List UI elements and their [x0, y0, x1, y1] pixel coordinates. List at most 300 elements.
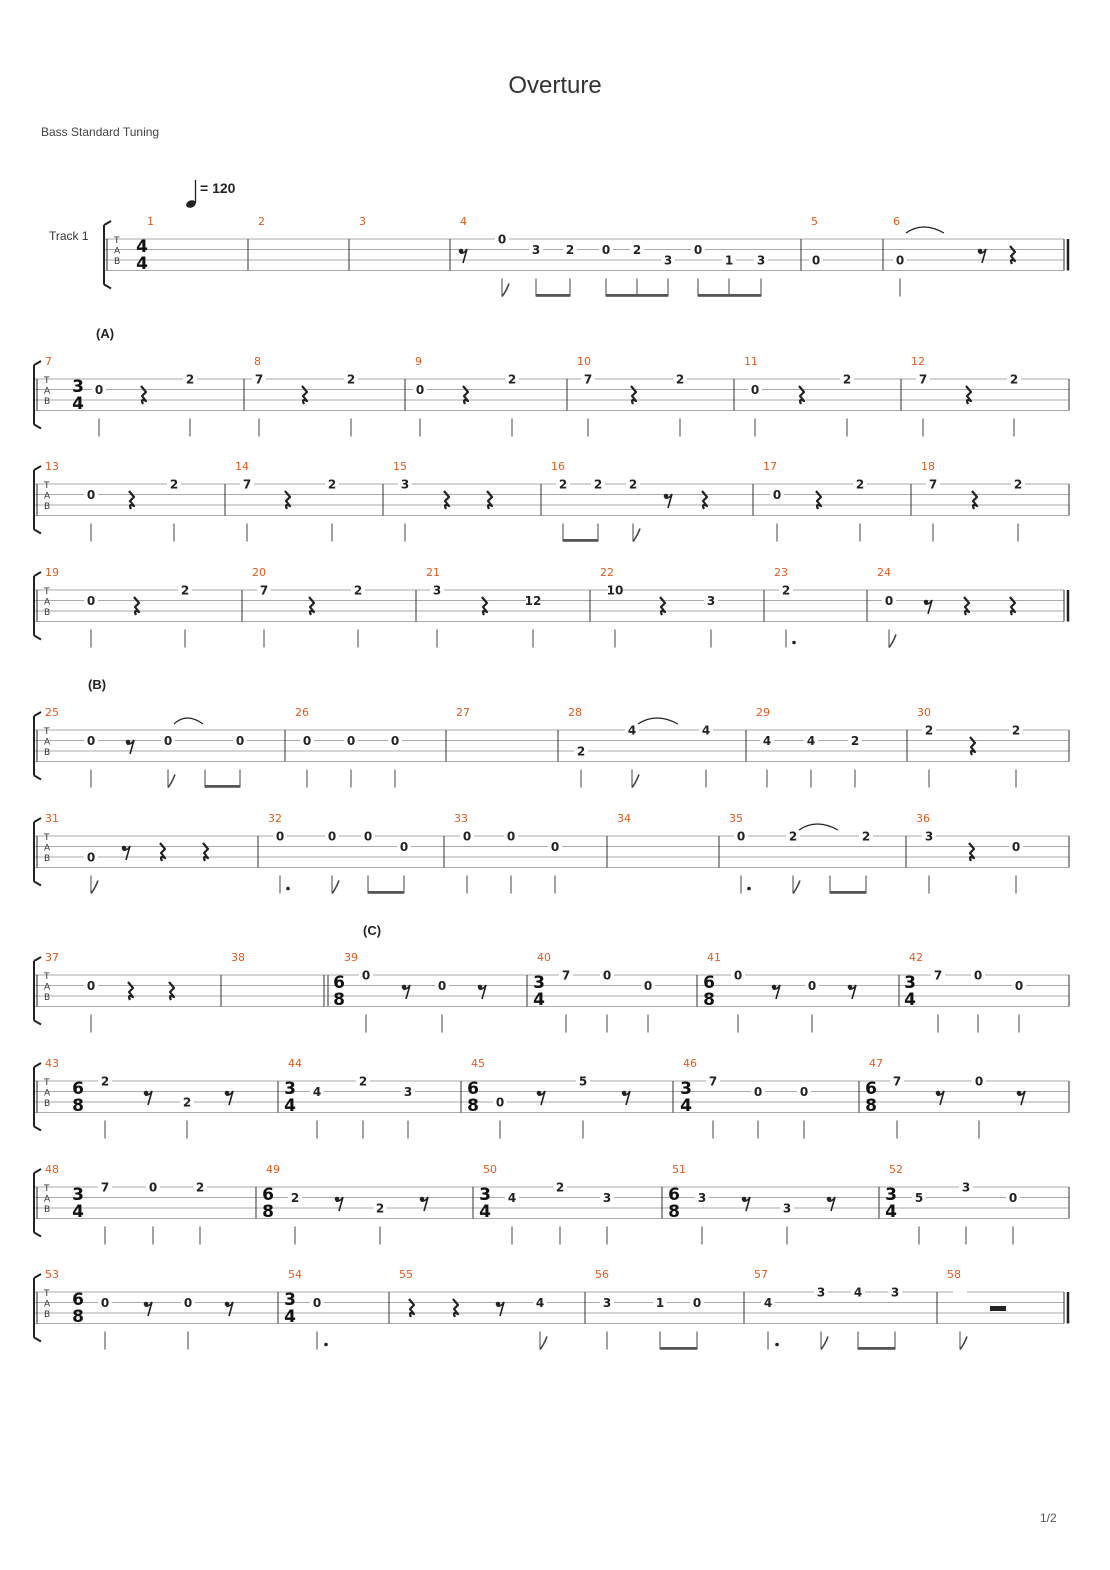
quarter-rest-icon [444, 491, 449, 509]
fret-number: 3 [697, 1191, 707, 1205]
svg-text:8: 8 [72, 1096, 84, 1116]
time-signature [284, 1290, 296, 1327]
measure-number: 39 [344, 951, 358, 964]
svg-text:6: 6 [72, 1079, 84, 1099]
tab-note [397, 840, 411, 894]
tab-note [1011, 478, 1025, 542]
tab-note [959, 1181, 973, 1245]
tab-system [34, 460, 1069, 534]
tab-note [916, 373, 930, 437]
fret-number: 7 [561, 968, 571, 983]
tab-note [722, 254, 736, 297]
svg-text:3: 3 [72, 1185, 84, 1205]
measure-number: 4 [460, 215, 467, 228]
tab-note [98, 1181, 112, 1245]
measure-number: 7 [45, 355, 52, 368]
beam [606, 294, 668, 297]
fret-number: 7 [928, 477, 938, 492]
fret-number: 2 [290, 1191, 300, 1205]
tab-note [288, 1191, 302, 1245]
eighth-rest-icon [126, 740, 134, 754]
eighth-rest-icon [936, 1091, 944, 1105]
tab-note [1007, 373, 1021, 437]
svg-text:4: 4 [479, 1202, 491, 1222]
measure-number: 56 [595, 1268, 609, 1281]
measure-number: 16 [551, 460, 565, 473]
measure-number: 14 [235, 460, 249, 473]
measure-number: 17 [763, 460, 777, 473]
tab-system [34, 1057, 1069, 1131]
measure-number: 37 [45, 951, 59, 964]
svg-text:6: 6 [865, 1079, 877, 1099]
time-signature [467, 1079, 479, 1116]
tab-note [563, 243, 577, 297]
eighth-rest-icon [827, 1197, 835, 1211]
tab-system [34, 355, 1069, 429]
fret-number: 2 [353, 583, 363, 598]
fret-number: 0 [753, 1085, 763, 1099]
measure-number: 3 [359, 215, 366, 228]
fret-number: 0 [399, 840, 409, 854]
svg-text:3: 3 [680, 1079, 692, 1099]
fret-number: 3 [400, 477, 410, 492]
tab-note [599, 243, 613, 297]
tab-note [300, 734, 314, 788]
fret-number: 2 [100, 1074, 110, 1089]
tab-note [344, 734, 358, 788]
fret-number: 0 [1014, 979, 1024, 993]
beam [830, 891, 866, 894]
fret-number: 0 [974, 1074, 984, 1089]
tab-note [430, 584, 444, 648]
measure-number: 41 [707, 951, 721, 964]
tab-note [761, 1296, 775, 1350]
tab-clef-letter: B [44, 397, 51, 407]
time-signature [262, 1185, 274, 1222]
tab-note [92, 383, 106, 437]
eighth-rest-icon [225, 1091, 233, 1105]
fret-number: 3 [756, 253, 766, 268]
measure-number: 58 [947, 1268, 961, 1281]
tie [638, 718, 678, 724]
fret-number: 2 [675, 372, 685, 387]
quarter-rest-icon [660, 597, 665, 615]
tab-clef-letter: T [44, 481, 50, 491]
tab-note [890, 1075, 904, 1139]
quarter-rest-icon [969, 843, 974, 861]
tab-note [257, 584, 271, 648]
fret-number: 0 [1008, 1191, 1018, 1205]
tab-note [922, 830, 936, 894]
quarter-rest-icon [816, 491, 821, 509]
tuning-label: Bass Standard Tuning [41, 125, 160, 139]
fret-number: 7 [708, 1074, 718, 1089]
svg-text:3: 3 [284, 1290, 296, 1310]
eighth-rest-icon [459, 249, 467, 263]
fret-number: 0 [86, 850, 96, 865]
measure-number: 52 [889, 1163, 903, 1176]
fret-number: 0 [275, 829, 285, 844]
tab-note [181, 1296, 195, 1350]
fret-number: 2 [507, 372, 517, 387]
tab-note [804, 734, 818, 788]
page-number: 1/2 [1040, 1511, 1057, 1525]
tab-note [398, 478, 412, 542]
measure-number: 49 [266, 1163, 280, 1176]
tab-clef-letter: A [44, 843, 51, 854]
tab-note [786, 830, 800, 894]
svg-text:8: 8 [467, 1096, 479, 1116]
fret-number: 0 [550, 840, 560, 854]
tab-note [661, 254, 675, 297]
tab-note [310, 1085, 324, 1139]
fret-number: 0 [94, 383, 104, 397]
fret-number: 0 [736, 829, 746, 844]
tab-note [893, 254, 907, 297]
tab-note [882, 594, 896, 648]
tab-note [751, 1085, 765, 1139]
fret-number: 7 [100, 1180, 110, 1195]
fret-number: 2 [169, 477, 179, 492]
measure-number: 2 [258, 215, 265, 228]
tab-note [922, 724, 936, 788]
fret-number: 3 [602, 1191, 612, 1205]
measure-number: 47 [869, 1057, 883, 1070]
fret-number: 0 [148, 1180, 158, 1195]
fret-number: 2 [180, 583, 190, 598]
dot [775, 1343, 779, 1347]
tab-note [704, 594, 718, 648]
fret-number: 0 [86, 488, 96, 502]
tab-note [310, 1296, 324, 1350]
tab-note [559, 969, 573, 1033]
tab-note [460, 830, 474, 894]
tab-clef-letter: A [44, 737, 51, 748]
quarter-rest-icon [309, 597, 314, 615]
svg-text:4: 4 [72, 1202, 84, 1222]
tab-clef-letter: B [44, 748, 51, 758]
measure-number: 33 [454, 812, 468, 825]
svg-text:4: 4 [136, 237, 148, 257]
svg-text:6: 6 [262, 1185, 274, 1205]
fret-number: 0 [506, 829, 516, 844]
fret-number: 2 [850, 734, 860, 748]
quarter-rest-icon [128, 982, 133, 1000]
tab-note [770, 488, 784, 542]
tab-note [505, 373, 519, 437]
dot [286, 887, 290, 891]
tab-note [548, 840, 562, 894]
measure-number: 18 [921, 460, 935, 473]
tie [906, 227, 944, 233]
tab-note [848, 734, 862, 788]
tab-note [556, 478, 570, 542]
beam [660, 1347, 697, 1350]
eighth-rest-icon [742, 1197, 750, 1211]
fret-number: 2 [781, 583, 791, 598]
tab-clef-letter: B [44, 1205, 51, 1215]
fret-number: 0 [497, 232, 507, 247]
fret-number: 2 [195, 1180, 205, 1195]
eighth-rest-icon [978, 249, 986, 263]
tab-note [851, 1286, 865, 1350]
quarter-rest-icon [702, 491, 707, 509]
tab-note [734, 830, 748, 894]
fret-number: 7 [242, 477, 252, 492]
fret-number: 2 [632, 243, 642, 257]
svg-text:8: 8 [668, 1202, 680, 1222]
tab-note [600, 1191, 614, 1245]
measure-number: 48 [45, 1163, 59, 1176]
tab-note [926, 478, 940, 542]
eighth-rest-icon [848, 985, 856, 999]
measure-number: 5 [811, 215, 818, 228]
fret-number: 3 [890, 1285, 900, 1300]
tab-note [529, 243, 543, 297]
quarter-rest-icon [631, 386, 636, 404]
tab-clef-letter: B [44, 608, 51, 618]
tab-note [691, 243, 705, 297]
tab-clef-letter: A [44, 1088, 51, 1099]
tab-note [576, 1075, 590, 1139]
svg-text:8: 8 [333, 990, 345, 1010]
tab-note [193, 1181, 207, 1245]
measure-number: 22 [600, 566, 614, 579]
fret-number: 10 [606, 583, 624, 598]
tab-note [351, 584, 365, 648]
tab-note [495, 233, 509, 297]
tab-note [505, 1191, 519, 1245]
measure-number: 24 [877, 566, 891, 579]
tab-note [356, 1075, 370, 1139]
tab-clef-letter: T [44, 1184, 50, 1194]
eighth-rest-icon [420, 1197, 428, 1211]
quarter-rest-icon [169, 982, 174, 1000]
svg-text:8: 8 [865, 1096, 877, 1116]
fret-number: 0 [495, 1095, 505, 1110]
tab-note [146, 1181, 160, 1245]
svg-text:4: 4 [680, 1096, 692, 1116]
tab-note [760, 734, 774, 788]
measure-number: 15 [393, 460, 407, 473]
fret-number: 5 [914, 1191, 924, 1205]
tab-clef-letter: B [44, 1310, 51, 1320]
tab-note [853, 478, 867, 542]
tab-system [104, 215, 1068, 289]
tab-note [233, 734, 247, 788]
section-label-b: (B) [88, 677, 107, 692]
section-label-a: (A) [96, 326, 115, 341]
tab-note [84, 979, 98, 1033]
svg-text:8: 8 [262, 1202, 274, 1222]
measure-number: 53 [45, 1268, 59, 1281]
tab-note [673, 373, 687, 437]
time-signature [72, 1185, 84, 1222]
eighth-rest-icon [478, 985, 486, 999]
measure-number: 23 [774, 566, 788, 579]
tab-note [1006, 1191, 1020, 1245]
tab-note [859, 830, 873, 894]
measure-number: 9 [415, 355, 422, 368]
quarter-rest-icon [409, 1299, 414, 1317]
measure-number: 46 [683, 1057, 697, 1070]
tab-note [1012, 979, 1026, 1033]
quarter-note-icon [185, 180, 197, 209]
fret-number: 4 [507, 1191, 517, 1205]
fret-number: 0 [415, 383, 425, 397]
eighth-rest-icon [122, 846, 130, 860]
fret-number: 3 [432, 583, 442, 598]
fret-number: 2 [358, 1074, 368, 1089]
quarter-rest-icon [972, 491, 977, 509]
beam [205, 785, 240, 788]
tab-note [591, 478, 605, 542]
measure-number: 10 [577, 355, 591, 368]
tab-note [273, 830, 287, 894]
measure-number: 51 [672, 1163, 686, 1176]
tab-note [814, 1286, 828, 1350]
quarter-rest-icon [487, 491, 492, 509]
fret-number: 0 [601, 243, 611, 257]
svg-text:3: 3 [284, 1079, 296, 1099]
measure-number: 12 [911, 355, 925, 368]
fret-number: 0 [363, 829, 373, 844]
tab-note [98, 1075, 112, 1139]
fret-number: 3 [663, 253, 673, 268]
fret-number: 2 [182, 1095, 192, 1110]
fret-number: 4 [701, 723, 711, 738]
quarter-rest-icon [160, 843, 165, 861]
svg-text:4: 4 [284, 1096, 296, 1116]
section-label-c: (C) [363, 923, 382, 938]
tab-note [731, 969, 745, 1033]
svg-text:8: 8 [72, 1307, 84, 1327]
fret-number: 0 [327, 829, 337, 844]
tab-note [504, 830, 518, 894]
beam [536, 294, 570, 297]
tab-note [84, 594, 98, 648]
measure-number: 13 [45, 460, 59, 473]
eighth-rest-icon [537, 1091, 545, 1105]
fret-number: 4 [627, 723, 637, 738]
fret-number: 2 [842, 372, 852, 387]
tab-note [780, 1202, 794, 1245]
tab-clef-letter: T [44, 1078, 50, 1088]
measure-number: 27 [456, 706, 470, 719]
fret-number: 2 [185, 372, 195, 387]
eighth-rest-icon [496, 1302, 504, 1316]
tie [174, 718, 203, 724]
eighth-rest-icon [622, 1091, 630, 1105]
tab-clef-letter: T [44, 972, 50, 982]
fret-number: 2 [565, 243, 575, 257]
fret-number: 0 [807, 979, 817, 993]
svg-text:6: 6 [333, 973, 345, 993]
svg-text:4: 4 [136, 254, 148, 274]
tab-note [533, 1296, 547, 1350]
tab-note [748, 383, 762, 437]
time-signature [668, 1185, 680, 1222]
tab-note [600, 969, 614, 1033]
svg-text:8: 8 [703, 990, 715, 1010]
fret-number: 3 [961, 1180, 971, 1195]
quarter-rest-icon [129, 491, 134, 509]
fret-number: 2 [576, 744, 586, 759]
quarter-rest-icon [141, 386, 146, 404]
tab-note [971, 969, 985, 1033]
measure-number: 30 [917, 706, 931, 719]
tab-clef-letter: B [44, 1099, 51, 1109]
measure-number: 43 [45, 1057, 59, 1070]
tab-note [435, 979, 449, 1033]
fret-number: 3 [403, 1085, 413, 1099]
quarter-rest-icon [453, 1299, 458, 1317]
fret-number: 3 [706, 594, 716, 608]
tab-note [912, 1191, 926, 1245]
tab-note [525, 594, 542, 648]
tab-clef-letter: A [44, 491, 51, 502]
fret-number: 7 [254, 372, 264, 387]
tab-note [325, 478, 339, 542]
tab-note [373, 1202, 387, 1245]
time-signature [680, 1079, 692, 1116]
tab-note [706, 1075, 720, 1139]
fret-number: 0 [86, 594, 96, 608]
measure-number: 19 [45, 566, 59, 579]
fret-number: 0 [602, 968, 612, 983]
tab-note [690, 1296, 704, 1350]
whole-rest-icon [990, 1306, 1006, 1311]
quarter-rest-icon [482, 597, 487, 615]
fret-number: 0 [235, 734, 245, 748]
fret-number: 7 [259, 583, 269, 598]
eighth-rest-icon [144, 1302, 152, 1316]
tab-note [161, 734, 175, 788]
fret-number: 4 [853, 1285, 863, 1300]
svg-text:6: 6 [72, 1290, 84, 1310]
tab-clef-letter: T [44, 587, 50, 597]
tab-note [600, 1296, 614, 1350]
fret-number: 0 [799, 1085, 809, 1099]
tab-note [493, 1096, 507, 1139]
measure-number: 40 [537, 951, 551, 964]
fret-number: 4 [762, 734, 772, 748]
eighth-rest-icon [1017, 1091, 1025, 1105]
tab-clef-letter: A [44, 597, 51, 608]
quarter-rest-icon [134, 597, 139, 615]
svg-text:3: 3 [885, 1185, 897, 1205]
fret-number: 2 [924, 723, 934, 738]
tab-note [809, 254, 823, 268]
measure-number: 45 [471, 1057, 485, 1070]
tab-note [653, 1296, 667, 1350]
fret-number: 0 [1011, 840, 1021, 854]
measure-number: 36 [916, 812, 930, 825]
fret-number: 0 [86, 979, 96, 993]
svg-text:3: 3 [533, 973, 545, 993]
fret-number: 2 [1009, 372, 1019, 387]
tab-note [98, 1296, 112, 1350]
fret-number: 12 [524, 594, 542, 608]
fret-number: 3 [924, 829, 934, 844]
tab-clef-letter: A [44, 386, 51, 397]
tab-note [641, 979, 655, 1033]
fret-number: 3 [782, 1201, 792, 1216]
measure-number: 44 [288, 1057, 302, 1070]
fret-number: 0 [750, 383, 760, 397]
eighth-rest-icon [335, 1197, 343, 1211]
time-signature [479, 1185, 491, 1222]
